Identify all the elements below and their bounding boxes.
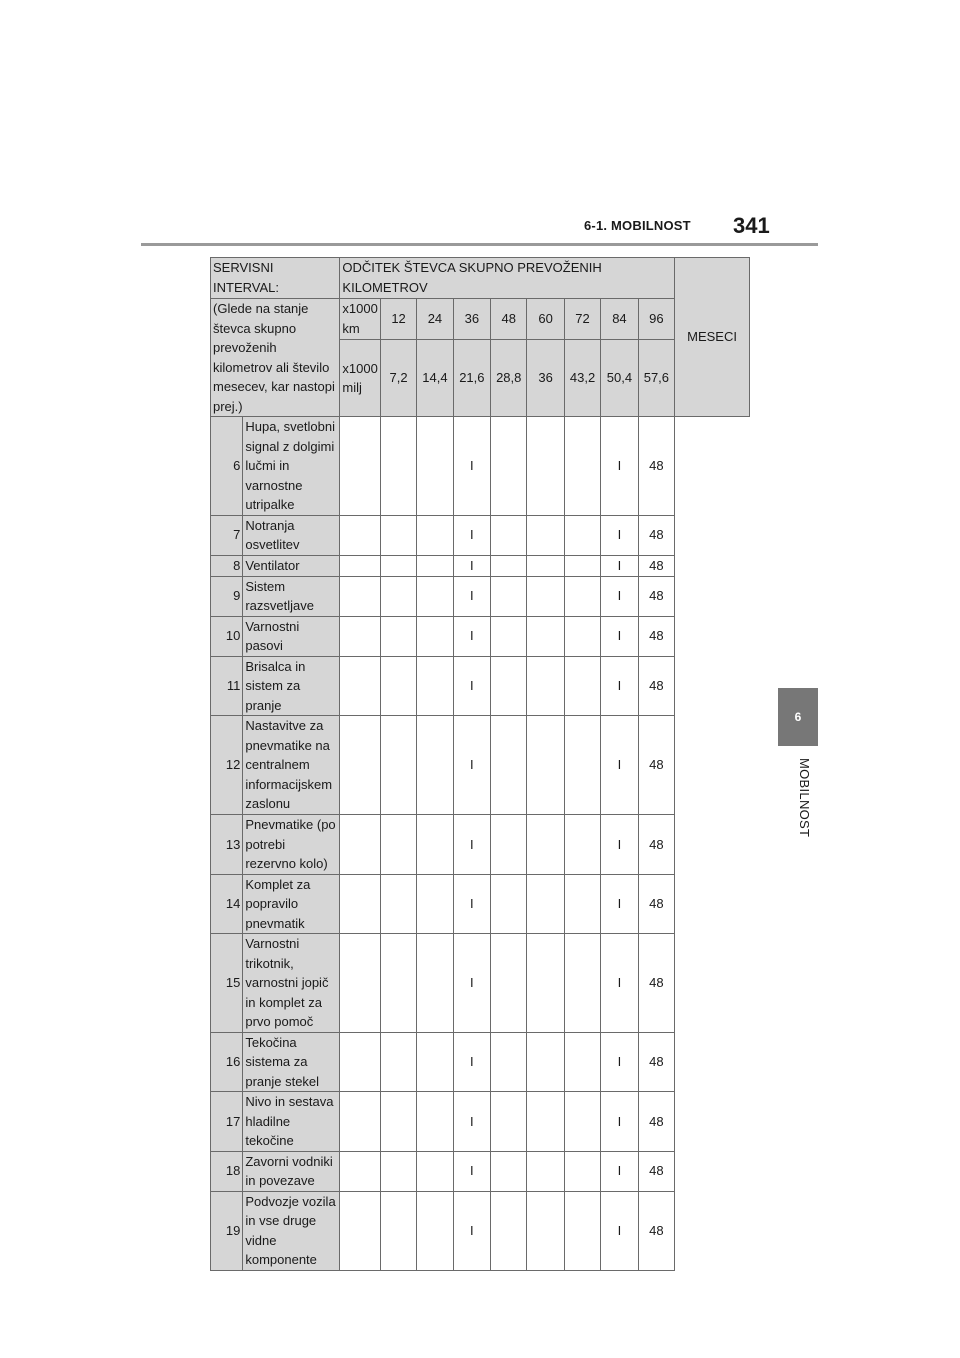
interval-mark: I [453,874,490,934]
empty-cell [417,1151,453,1191]
months-value: 48 [638,576,674,616]
empty-cell [340,934,380,1033]
row-number: 19 [211,1191,243,1270]
km-value: 48 [491,299,527,340]
empty-cell [564,1151,600,1191]
interval-mark: I [601,555,638,576]
table-row [211,616,750,656]
item-description: Nivo in sestava hladilne tekočine [243,1092,340,1152]
empty-cell [340,1151,380,1191]
empty-cell [527,1032,564,1092]
empty-cell [527,1191,564,1270]
empty-cell [491,716,527,815]
empty-cell [527,1092,564,1152]
empty-cell [340,555,380,576]
interval-mark: I [601,815,638,875]
months-value: 48 [638,555,674,576]
table-row [211,555,750,576]
empty-cell [564,815,600,875]
empty-cell [380,616,416,656]
empty-cell [564,616,600,656]
empty-cell [417,417,453,516]
interval-mark: I [453,716,490,815]
item-description: Pnevmatike (po potrebi rezervno kolo) [243,815,340,875]
km-value: 84 [601,299,638,340]
interval-mark: I [601,515,638,555]
empty-cell [380,656,416,716]
empty-cell [380,1191,416,1270]
chapter-tab[interactable] [778,688,818,746]
empty-cell [417,1092,453,1152]
empty-cell [417,874,453,934]
months-value: 48 [638,874,674,934]
empty-cell [491,555,527,576]
table-row [211,874,750,934]
empty-cell [564,656,600,716]
row-number: 6 [211,417,243,516]
empty-cell [417,616,453,656]
empty-cell [564,515,600,555]
mile-value: 50,4 [601,340,638,417]
empty-cell [527,515,564,555]
empty-cell [340,1032,380,1092]
empty-cell [527,716,564,815]
empty-cell [380,417,416,516]
empty-cell [564,555,600,576]
months-value: 48 [638,815,674,875]
km-unit-label: x1000 km [340,299,380,340]
empty-cell [340,576,380,616]
months-value: 48 [638,1092,674,1152]
item-description: Varnostni trikotnik, varnostni jopič in komplet za prvo pomoč [243,934,340,1033]
empty-cell [527,1151,564,1191]
empty-cell [564,576,600,616]
interval-mark: I [453,576,490,616]
km-value: 60 [527,299,564,340]
item-description: Hupa, svetlobni signal z dolgimi lučmi in varnostne utripalke [243,417,340,516]
months-value: 48 [638,1032,674,1092]
empty-cell [564,417,600,516]
interval-mark: I [453,417,490,516]
empty-cell [564,1032,600,1092]
interval-mark: I [453,934,490,1033]
interval-mark: I [601,1151,638,1191]
item-description: Komplet za popravilo pnevmatik [243,874,340,934]
months-value: 48 [638,934,674,1033]
table-row [211,576,750,616]
empty-cell [527,656,564,716]
empty-cell [491,515,527,555]
empty-cell [527,576,564,616]
empty-cell [491,616,527,656]
row-number: 13 [211,815,243,875]
empty-cell [527,616,564,656]
empty-cell [491,934,527,1033]
interval-mark: I [453,656,490,716]
table-row [211,656,750,716]
mile-value: 57,6 [638,340,674,417]
page-number: 341 [733,213,770,238]
item-description: Ventilator [243,555,340,576]
table-row [211,716,750,815]
mile-value: 7,2 [380,340,416,417]
months-value: 48 [638,417,674,516]
empty-cell [491,417,527,516]
section-title: 6-1. MOBILNOST [584,218,691,233]
header-row-km [211,299,750,340]
table-row [211,417,750,516]
odometer-header: ODČITEK ŠTEVCA SKUPNO PREVOŽENIH KILOMETROV [340,258,675,299]
empty-cell [380,934,416,1033]
empty-cell [527,934,564,1033]
empty-cell [380,576,416,616]
interval-mark: I [453,616,490,656]
table-row [211,1032,750,1092]
months-value: 48 [638,515,674,555]
empty-cell [340,515,380,555]
empty-cell [417,716,453,815]
months-value: 48 [638,616,674,656]
interval-mark: I [453,1032,490,1092]
empty-cell [527,417,564,516]
empty-cell [340,874,380,934]
months-header: MESECI [675,258,750,417]
mile-unit-label: x1000 milj [340,340,380,417]
empty-cell [491,656,527,716]
row-number: 18 [211,1151,243,1191]
km-value: 96 [638,299,674,340]
empty-cell [340,716,380,815]
interval-mark: I [601,576,638,616]
mile-value: 28,8 [491,340,527,417]
interval-mark: I [453,515,490,555]
interval-mark: I [453,1092,490,1152]
empty-cell [491,1092,527,1152]
row-number: 17 [211,1092,243,1152]
empty-cell [380,1092,416,1152]
empty-cell [380,1032,416,1092]
mile-value: 14,4 [417,340,453,417]
km-value: 24 [417,299,453,340]
empty-cell [380,555,416,576]
empty-cell [527,555,564,576]
empty-cell [527,874,564,934]
empty-cell [491,1191,527,1270]
maintenance-table [210,257,750,1271]
empty-cell [340,656,380,716]
empty-cell [564,1092,600,1152]
interval-mark: I [453,1151,490,1191]
item-description: Nastavitve za pnevmatike na centralnem informacijskem zaslonu [243,716,340,815]
item-description: Varnostni pasovi [243,616,340,656]
mile-value: 43,2 [564,340,600,417]
interval-mark: I [601,934,638,1033]
interval-mark: I [453,1191,490,1270]
empty-cell [491,576,527,616]
km-value: 12 [380,299,416,340]
empty-cell [417,555,453,576]
table-row [211,815,750,875]
table-row [211,1151,750,1191]
header-divider [141,243,818,246]
item-description: Tekočina sistema za pranje stekel [243,1032,340,1092]
service-interval-header: SERVISNI INTERVAL: [211,258,340,299]
km-value: 36 [453,299,490,340]
interval-mark: I [601,616,638,656]
interval-note: (Glede na stanje števca skupno prevoženih kilometrov ali število mesecev, kar nastopi prej.) [211,299,340,417]
item-description: Sistem razsvetljave [243,576,340,616]
empty-cell [417,1032,453,1092]
table-row [211,1191,750,1270]
interval-mark: I [601,1191,638,1270]
row-number: 11 [211,656,243,716]
interval-mark: I [453,555,490,576]
interval-mark: I [601,716,638,815]
item-description: Notranja osvetlitev [243,515,340,555]
row-number: 14 [211,874,243,934]
empty-cell [417,576,453,616]
empty-cell [491,1151,527,1191]
empty-cell [491,874,527,934]
empty-cell [380,716,416,815]
months-value: 48 [638,1151,674,1191]
months-value: 48 [638,1191,674,1270]
mile-value: 36 [527,340,564,417]
item-description: Zavorni vodniki in povezave [243,1151,340,1191]
empty-cell [340,1191,380,1270]
empty-cell [380,1151,416,1191]
row-number: 9 [211,576,243,616]
row-number: 10 [211,616,243,656]
interval-mark: I [601,417,638,516]
months-value: 48 [638,716,674,815]
item-description: Brisalca in sistem za pranje [243,656,340,716]
empty-cell [491,1032,527,1092]
empty-cell [417,515,453,555]
empty-cell [417,1191,453,1270]
mile-value: 21,6 [453,340,490,417]
empty-cell [417,815,453,875]
table-row [211,934,750,1033]
chapter-number: 6 [794,710,802,724]
interval-mark: I [453,815,490,875]
empty-cell [380,874,416,934]
row-number: 16 [211,1032,243,1092]
interval-mark: I [601,1032,638,1092]
empty-cell [527,815,564,875]
interval-mark: I [601,874,638,934]
item-description: Podvozje vozila in vse druge vidne komponente [243,1191,340,1270]
empty-cell [340,417,380,516]
empty-cell [417,656,453,716]
empty-cell [491,815,527,875]
empty-cell [564,874,600,934]
interval-mark: I [601,656,638,716]
row-number: 12 [211,716,243,815]
km-value: 72 [564,299,600,340]
row-number: 7 [211,515,243,555]
header-row-top [211,258,750,299]
table-row [211,515,750,555]
empty-cell [380,815,416,875]
empty-cell [340,616,380,656]
empty-cell [564,1191,600,1270]
months-value: 48 [638,656,674,716]
row-number: 8 [211,555,243,576]
empty-cell [564,934,600,1033]
interval-mark: I [601,1092,638,1152]
empty-cell [417,934,453,1033]
empty-cell [564,716,600,815]
empty-cell [340,815,380,875]
chapter-label: MOBILNOST [797,758,812,838]
row-number: 15 [211,934,243,1033]
empty-cell [380,515,416,555]
table-row [211,1092,750,1152]
empty-cell [340,1092,380,1152]
